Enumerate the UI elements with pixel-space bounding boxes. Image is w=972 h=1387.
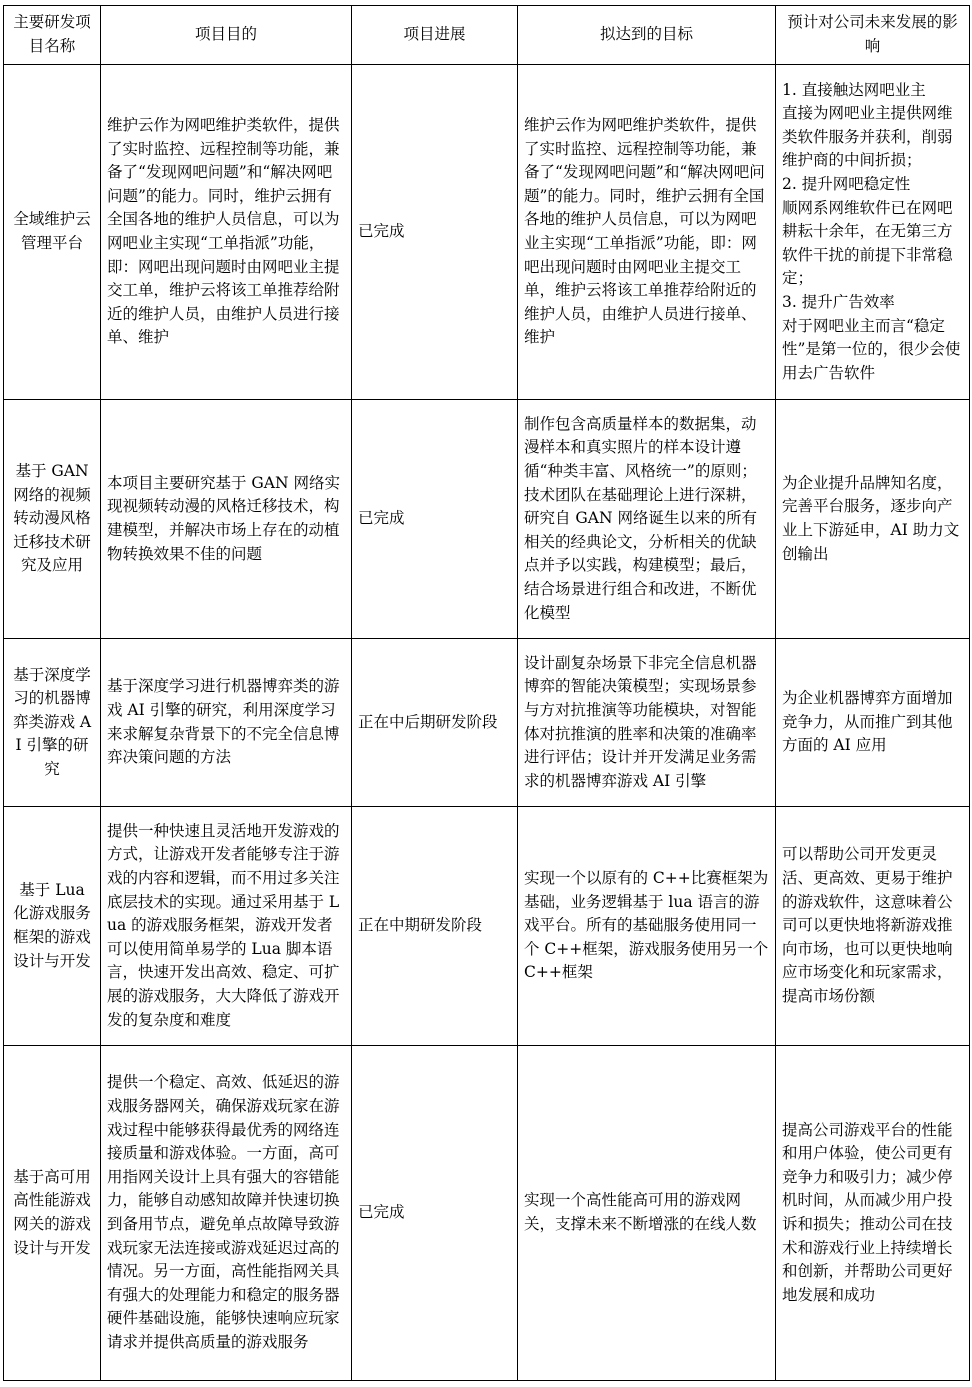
cell-project-name: 基于 Lua 化游戏服务框架的游戏设计与开发 [4,807,101,1046]
impact-line: 为企业提升品牌知名度，完善平台服务，逐步向产业上下游延申，AI 助力文创输出 [782,473,960,563]
cell-project-purpose: 提供一个稳定、高效、低延迟的游戏服务器网关，确保游戏玩家在游戏过程中能够获得最优秀的网络连接质量和游戏体验。一方面，高可用指网关设计上具有强大的容错能力，能够自动感知故障并快速切换到备用节点，避免单点故障导致游戏玩家无法连接或游戏延迟过高的情况。另一方面，高性能指网关具有强大的处理能力和稳定的服务器硬件基础设施，能够快速响应玩家请求并提供高质量的游戏服务 [101,1046,352,1381]
cell-project-progress: 正在中期研发阶段 [352,807,518,1046]
table-row [4,65,970,400]
cell-project-name: 基于 GAN 网络的视频转动漫风格迁移技术研究及应用 [4,400,101,639]
cell-project-progress: 已完成 [352,400,518,639]
table-row [4,639,970,807]
cell-target-goal: 实现一个以原有的 C++比赛框架为基础，业务逻辑基于 lua 语言的游戏平台。所有的基础服务使用同一个 C++框架，游戏服务使用另一个 C++框架 [518,807,776,1046]
cell-target-goal: 设计副复杂场景下非完全信息机器博弈的智能决策模型；实现场景参与方对抗推演等功能模块，对智能体对抗推演的胜率和决策的准确率进行评估；设计并开发满足业务需求的机器博弈游戏 AI 引擎 [518,639,776,807]
cell-future-impact [776,639,970,807]
cell-future-impact [776,400,970,639]
header-future-impact: 预计对公司未来发展的影响 [776,6,970,65]
impact-line: 对于网吧业主而言“稳定性”是第一位的，很少会使用去广告软件 [782,316,961,382]
header-project-progress: 项目进展 [352,6,518,65]
cell-future-impact [776,65,970,400]
table-header-row [4,6,970,65]
cell-project-purpose: 提供一种快速且灵活地开发游戏的方式，让游戏开发者能够专注于游戏的内容和逻辑，而不用过多关注底层技术的实现。通过采用基于 Lua 的游戏服务框架，游戏开发者可以使用简单易学的 Lua 脚本语言，快速开发出高效、稳定、可扩展的游戏服务，大大降低了游戏开发的复杂度和难度 [101,807,352,1046]
cell-project-name: 全域维护云管理平台 [4,65,101,400]
impact-line: 可以帮助公司开发更灵活、更高效、更易于维护的游戏软件，这意味着公司可以更快地将新游戏推向市场，也可以更快地响应市场变化和玩家需求，提高市场份额 [782,845,953,1005]
cell-target-goal: 实现一个高性能高可用的游戏网关，支撑未来不断增涨的在线人数 [518,1046,776,1381]
cell-project-purpose: 基于深度学习进行机器博弈类的游戏 AI 引擎的研究，利用深度学习来求解复杂背景下的不完全信息博弈决策问题的方法 [101,639,352,807]
cell-project-name: 基于深度学习的机器博弈类游戏 AI 引擎的研究 [4,639,101,807]
impact-line: 提高公司游戏平台的性能和用户体验，使公司更有竞争力和吸引力；减少停机时间，从而减少用户投诉和损失；推动公司在技术和游戏行业上持续增长和创新，并帮助公司更好地发展和成功 [782,1120,953,1304]
header-project-name: 主要研发项目名称 [4,6,101,65]
cell-future-impact [776,807,970,1046]
cell-project-progress: 已完成 [352,1046,518,1381]
table-row [4,400,970,639]
cell-project-purpose: 本项目主要研究基于 GAN 网络实现视频转动漫的风格迁移技术，构建模型，并解决市场上存在的动植物转换效果不佳的问题 [101,400,352,639]
cell-future-impact [776,1046,970,1381]
cell-project-name: 基于高可用高性能游戏网关的游戏设计与开发 [4,1046,101,1381]
cell-project-progress: 正在中后期研发阶段 [352,639,518,807]
impact-line: 直接为网吧业主提供网维类软件服务并获利，削弱维护商的中间折损； [782,104,953,170]
impact-line: 顺网系网维软件已在网吧耕耘十余年，在无第三方软件干扰的前提下非常稳定； [782,198,953,288]
impact-line: 为企业机器博弈方面增加竞争力，从而推广到其他方面的 AI 应用 [782,689,953,755]
cell-target-goal: 维护云作为网吧维护类软件，提供了实时监控、远程控制等功能，兼备了“发现网吧问题”和“解决网吧问题”的能力。同时，维护云拥有全国各地的维护人员信息，可以为网吧业主实现“工单指派”功能，即：网吧出现问题时由网吧业主提交工单，维护云将该工单推荐给附近的维护人员，由维护人员进行接单、维护 [518,65,776,400]
impact-line: 2. 提升网吧稳定性 [782,175,911,194]
table-row [4,807,970,1046]
header-project-purpose: 项目目的 [101,6,352,65]
impact-line: 3. 提升广告效率 [782,292,895,311]
impact-line: 1. 直接触达网吧业主 [782,80,926,99]
header-target-goal: 拟达到的目标 [518,6,776,65]
table-row [4,1046,970,1381]
rd-projects-table [3,5,970,1381]
cell-project-progress: 已完成 [352,65,518,400]
cell-project-purpose: 维护云作为网吧维护类软件，提供了实时监控、远程控制等功能，兼备了“发现网吧问题”和“解决网吧问题”的能力。同时，维护云拥有全国各地的维护人员信息，可以为网吧业主实现“工单指派”功能，即：网吧出现问题时由网吧业主提交工单，维护云将该工单推荐给附近的维护人员，由维护人员进行接单、维护 [101,65,352,400]
cell-target-goal: 制作包含高质量样本的数据集，动漫样本和真实照片的样本设计遵循“种类丰富、风格统一”的原则；技术团队在基础理论上进行深耕，研究自 GAN 网络诞生以来的所有相关的经典论文，分析相关的优缺点并予以实践，构建模型；最后，结合场景进行组合和改进，不断优化模型 [518,400,776,639]
